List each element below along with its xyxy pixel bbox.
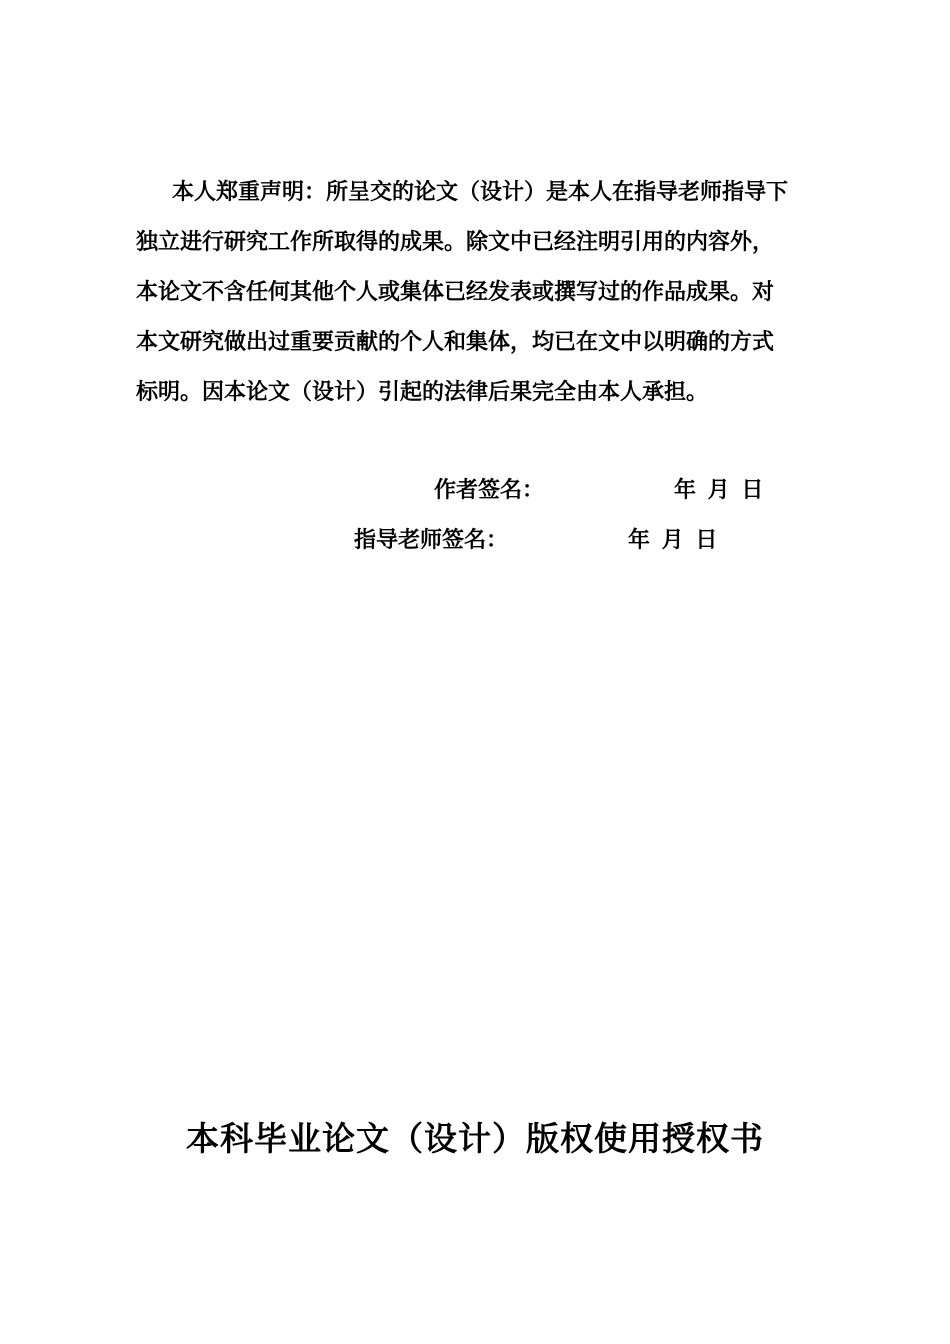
author-signature-date: 年 月 日 — [674, 478, 766, 503]
author-signature-label: 作者签名： — [434, 478, 545, 503]
advisor-signature-label: 指导老师签名： — [354, 528, 509, 553]
declaration-line: 独立进行研究工作所取得的成果。除文中已经注明引用的内容外， — [136, 230, 775, 255]
advisor-signature-date: 年 月 日 — [628, 528, 720, 553]
declaration-line: 本人郑重声明：所呈交的论文（设计）是本人在指导老师指导下 — [172, 180, 789, 205]
originality-declaration — [136, 168, 846, 418]
copyright-authorization-title: 本科毕业论文（设计）版权使用授权书 — [186, 1119, 764, 1158]
declaration-line: 本文研究做出过重要贡献的个人和集体，均已在文中以明确的方式 — [136, 330, 775, 355]
declaration-line: 标明。因本论文（设计）引起的法律后果完全由本人承担。 — [136, 380, 709, 405]
declaration-line: 本论文不含任何其他个人或集体已经发表或撰写过的作品成果。对 — [136, 280, 775, 305]
